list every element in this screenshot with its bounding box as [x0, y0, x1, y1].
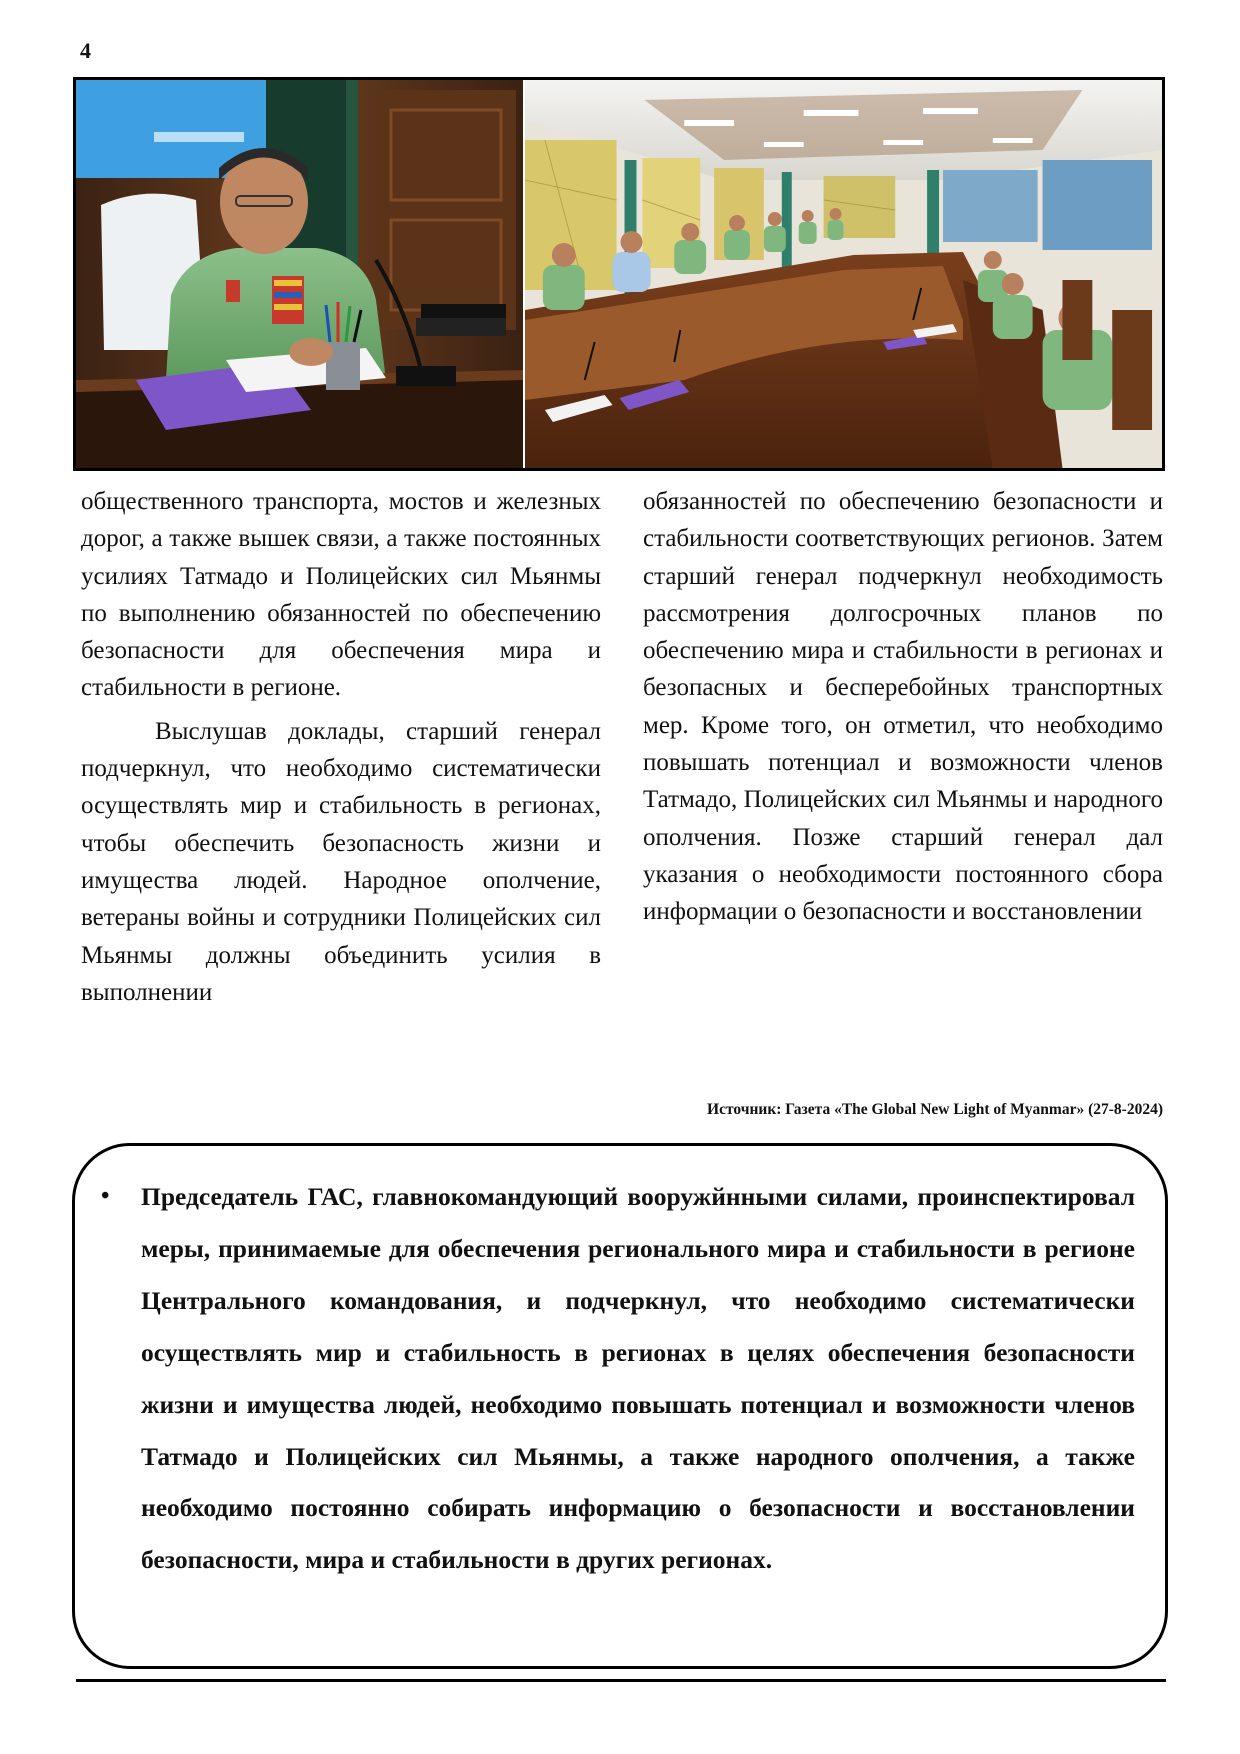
bullet-icon: •	[101, 1183, 110, 1209]
page-number: 4	[80, 38, 91, 63]
article-right-column	[643, 483, 1163, 931]
commander-at-desk-photo	[76, 80, 525, 468]
summary-box	[72, 1143, 1168, 1669]
photo-strip	[73, 77, 1165, 471]
footer-divider	[76, 1679, 1166, 1682]
conference-room-meeting-photo	[525, 80, 1162, 468]
article-left-column	[81, 483, 601, 1011]
article-paragraph: общественного транспорта, мостов и железных дорог, а также вышек связи, а также постоянных усилиях Татмадо и Полицейских сил Мьянмы по выполнению обязанностей по обеспечению безопасности для обеспечения мира и стабильности в регионе.	[81, 488, 601, 702]
article-paragraph: обязанностей по обеспечению безопасности и стабильности соответствующих регионов. Затем старший генерал подчеркнул необходимость рассмотрения долгосрочных планов по обеспечению мира и стабильности в регионах и безопасных и бесперебойных транспортных мер. Кроме того, он отметил, что необходимо повышать потенциал и возможности членов Татмадо, Полицейских сил Мьянмы и народного ополчения. Позже старший генерал дал указания о необходимости постоянного сбора информации о безопасности и восстановлении	[643, 488, 1163, 926]
summary-text: Председатель ГАС, главнокомандующий вооружйнными силами, проинспектировал меры, принимаемые для обеспечения регионального мира и стабильности в регионе Центрального командования, и подчеркнул, что необходимо систематически осуществлять мир и стабильность в регионах в целях обеспечения безопасности жизни и имущества людей, необходимо повышать потенциал и возможности членов Татмадо и Полицейских сил Мьянмы, а также народного ополчения, а также необходимо постоянно собирать информацию о безопасности и восстановлении безопасности, мира и стабильности в других регионах.	[141, 1182, 1135, 1575]
summary-item	[101, 1171, 1135, 1586]
article-paragraph: Выслушав доклады, старший генерал подчеркнул, что необходимо систематически осуществлять мир и стабильность в регионах, чтобы обеспечить безопасность жизни и имущества людей. Народное ополчение, ветераны войны и сотрудники Полицейских сил Мьянмы должны объединить усилия в выполнении	[81, 717, 601, 1006]
source-citation: Источник: Газета «The Global New Light of Myanmar» (27-8-2024)	[707, 1101, 1163, 1118]
